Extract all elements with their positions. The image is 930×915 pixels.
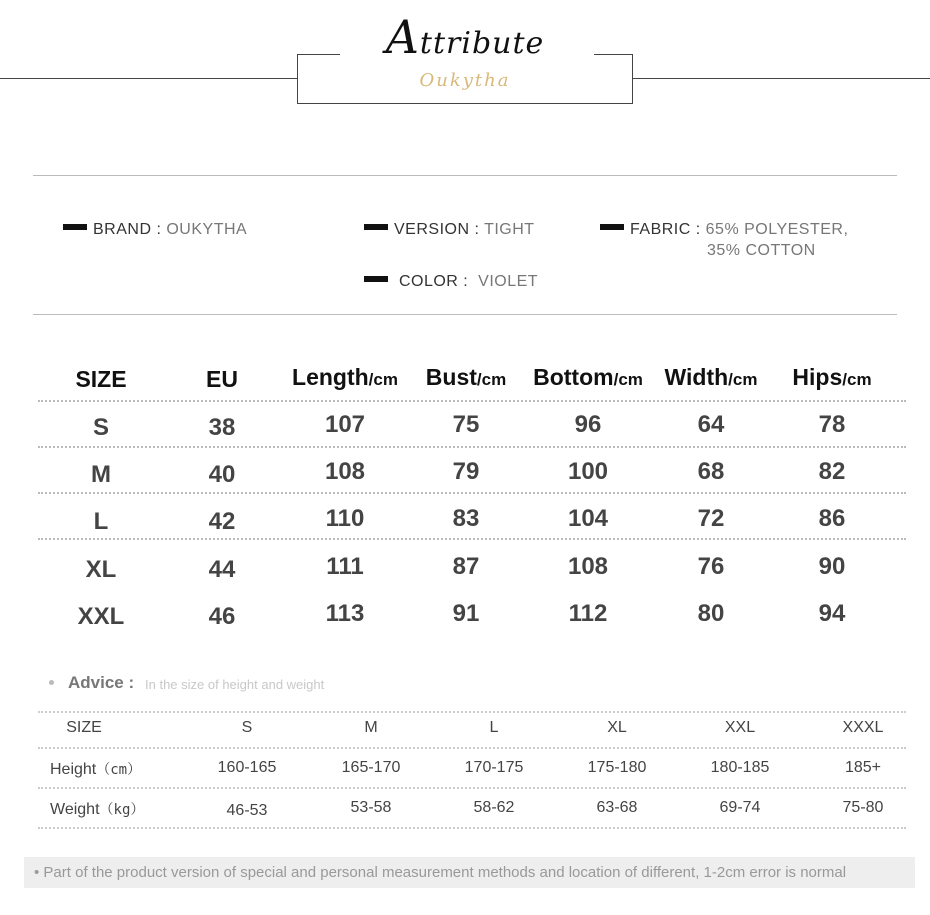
page-title: Attribute xyxy=(385,10,545,64)
size-value: 83 xyxy=(452,505,480,532)
size-value: 111 xyxy=(326,553,364,580)
advice-row-label-weight xyxy=(50,799,144,819)
bullet-dot-icon xyxy=(49,680,54,685)
size-value: 44 xyxy=(208,556,236,583)
bullet-dot-icon: • xyxy=(34,864,44,881)
header-unit: /cm xyxy=(728,370,758,389)
size-table-header xyxy=(31,366,171,393)
dotted-divider xyxy=(38,492,906,494)
size-value: 104 xyxy=(567,505,609,532)
advice-value-height: 185+ xyxy=(844,759,882,776)
header-unit: /cm xyxy=(613,370,643,389)
advice-value-weight: 75-80 xyxy=(842,799,884,816)
size-value: 94 xyxy=(818,600,846,627)
size-table-header xyxy=(396,364,536,391)
header-name: Bust xyxy=(425,364,477,390)
advice-header: L xyxy=(489,719,499,736)
advice-value-weight: 63-68 xyxy=(596,799,638,816)
attr-fabric-line2: 35% COTTON xyxy=(707,242,816,259)
size-value: 110 xyxy=(325,505,365,532)
brand-subtitle: Oukytha xyxy=(419,70,511,91)
advice-row-label-height xyxy=(50,759,141,779)
size-label: L xyxy=(93,508,109,535)
dotted-divider xyxy=(38,787,906,789)
row-label-unit: （kg） xyxy=(99,802,145,818)
header-name: Length xyxy=(292,364,369,390)
bullet-bar-icon xyxy=(364,224,388,230)
divider-top xyxy=(33,175,897,176)
footer-note: • Part of the product version of special and personal measurement methods and location of different, 1-2cm error is normal xyxy=(24,857,915,888)
dotted-divider xyxy=(38,400,906,402)
header-unit: /cm xyxy=(368,370,398,389)
size-value: 100 xyxy=(567,458,609,485)
size-label: S xyxy=(92,414,109,441)
size-label: M xyxy=(91,461,111,488)
header-name: Hips xyxy=(792,364,843,390)
advice-label: Advice : xyxy=(68,673,135,692)
size-value: 86 xyxy=(818,505,846,532)
size-table-header xyxy=(762,364,902,391)
advice-note: In the size of height and weight xyxy=(145,677,325,692)
size-value: 68 xyxy=(697,458,725,485)
dotted-divider xyxy=(38,711,906,713)
advice-header: S xyxy=(241,719,253,736)
dotted-divider xyxy=(38,538,906,540)
advice-value-height: 160-165 xyxy=(217,759,277,776)
size-value: 78 xyxy=(818,411,846,438)
size-value: 90 xyxy=(818,553,846,580)
header-name: Bottom xyxy=(533,364,614,390)
size-value: 75 xyxy=(452,411,480,438)
size-value: 87 xyxy=(452,553,480,580)
size-label: XL xyxy=(85,556,117,583)
size-table-header xyxy=(641,364,781,391)
size-value: 40 xyxy=(208,461,236,488)
header-name: SIZE xyxy=(75,366,127,392)
advice-value-height: 175-180 xyxy=(587,759,647,776)
header-name: EU xyxy=(206,366,238,392)
advice-value-height: 165-170 xyxy=(341,759,401,776)
size-value: 46 xyxy=(208,603,236,630)
size-value: 64 xyxy=(697,411,725,438)
advice-value-height: 180-185 xyxy=(710,759,770,776)
attr-brand: BRAND : OUKYTHA xyxy=(63,221,247,239)
header-line-right xyxy=(632,78,930,79)
size-value: 82 xyxy=(818,458,846,485)
size-value: 108 xyxy=(567,553,609,580)
dotted-divider xyxy=(38,827,906,829)
header-line-left xyxy=(0,78,298,79)
row-label-text: Weight xyxy=(50,801,100,818)
row-label-text: Height xyxy=(50,761,97,778)
bullet-bar-icon xyxy=(364,276,388,282)
advice-header: XL xyxy=(607,719,627,736)
advice-value-height: 170-175 xyxy=(464,759,524,776)
advice-value-weight: 53-58 xyxy=(350,799,392,816)
size-value: 76 xyxy=(697,553,725,580)
size-value: 113 xyxy=(325,600,365,627)
size-table-header xyxy=(518,364,658,391)
bullet-bar-icon xyxy=(63,224,87,230)
size-value: 42 xyxy=(208,508,236,535)
row-label-unit: （cm） xyxy=(96,762,142,778)
size-value: 79 xyxy=(452,458,480,485)
attr-fabric: FABRIC : 65% POLYESTER, xyxy=(600,221,848,239)
size-value: 107 xyxy=(324,411,366,438)
size-value: 96 xyxy=(574,411,602,438)
attr-version: VERSION : TIGHT xyxy=(364,221,535,239)
advice-header: SIZE xyxy=(66,719,102,736)
advice-value-weight: 46-53 xyxy=(226,802,268,819)
advice-header: M xyxy=(364,719,378,736)
bullet-bar-icon xyxy=(600,224,624,230)
divider-bottom xyxy=(33,314,897,315)
size-table-header xyxy=(275,364,415,391)
advice-header: XXXL xyxy=(842,719,884,736)
size-value: 72 xyxy=(697,505,725,532)
advice-value-weight: 58-62 xyxy=(473,799,515,816)
size-label: XXL xyxy=(77,603,125,630)
size-table-header xyxy=(152,366,292,393)
size-value: 38 xyxy=(208,414,236,441)
size-value: 91 xyxy=(452,600,480,627)
header-unit: /cm xyxy=(476,370,507,389)
size-value: 80 xyxy=(697,600,725,627)
advice-value-weight: 69-74 xyxy=(719,799,761,816)
size-value: 108 xyxy=(324,458,366,485)
attr-color: COLOR : VIOLET xyxy=(364,273,538,291)
dotted-divider xyxy=(38,446,906,448)
header-unit: /cm xyxy=(842,370,872,389)
dotted-divider xyxy=(38,747,906,749)
advice-header: XXL xyxy=(724,719,756,736)
size-value: 112 xyxy=(568,600,608,627)
header-name: Width xyxy=(664,364,729,390)
